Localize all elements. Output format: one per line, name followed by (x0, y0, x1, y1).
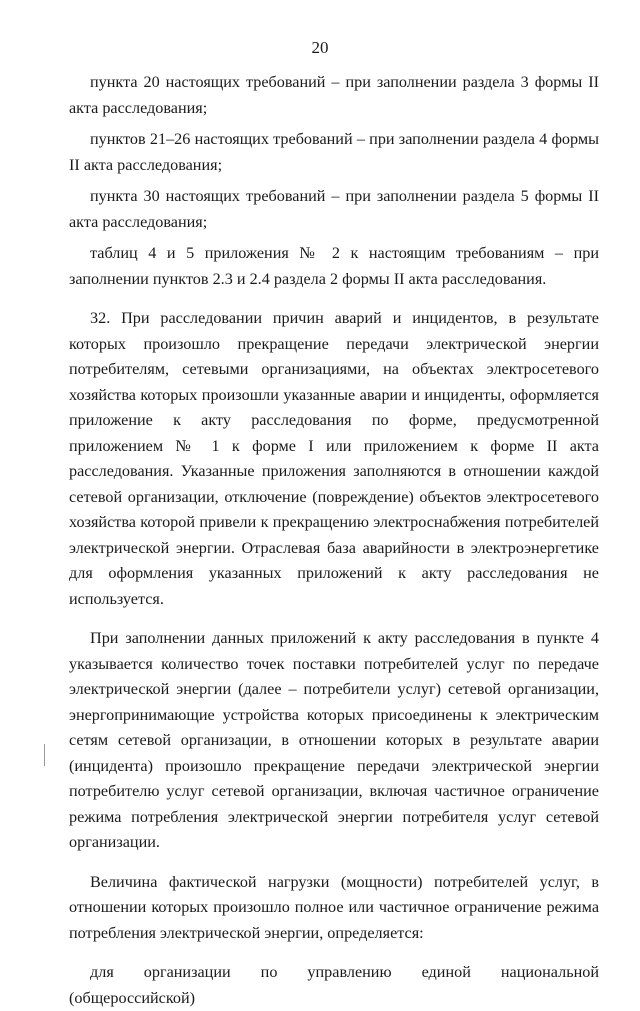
paragraph-unified-grid: для организации по управлению единой национальной (общероссийской) (69, 963, 599, 1007)
list-item-tables: таблиц 4 и 5 приложения № 2 к настоящим требованиям – при заполнении пунктов 2.3 и 2.4 раздела 2 формы II акта расследования. (69, 244, 599, 288)
paragraph-appendix-filling: При заполнении данных приложений к акту расследования в пункте 4 указывается количество точек поставки потребителей услуг по передаче электрической энергии (далее – потребители услуг) сетевой организации, энергопринимающие устройства которых присоединены к электрическим сетям сетевой организации, в отношении которых в результате аварии (инцидента) произошло прекращение передачи электрической энергии потребителю услуг сетевой организации, включая частичное ограничение режима потребления электрической энергии потребителя услуг сетевой организации. (69, 629, 599, 851)
list-item-section-4: пунктов 21–26 настоящих требований – при заполнении раздела 4 формы II акта расследования; (69, 130, 599, 174)
list-item-section-3: пункта 20 настоящих требований – при заполнении раздела 3 формы II акта расследования; (69, 73, 599, 117)
list-item-section-5: пункта 30 настоящих требований – при заполнении раздела 5 формы II акта расследования; (69, 187, 599, 231)
paragraph-load-value: Величина фактической нагрузки (мощности) потребителей услуг, в отношении которых произошло полное или частичное ограничение режима потребления электрической энергии, определяется: (69, 872, 599, 942)
paragraph-32: 32. При расследовании причин аварий и инцидентов, в результате которых произошло прекращение передачи электрической энергии потребителям, сетевыми организациями, на объектах электросетевого хозяйства которых произошли указанные аварии и инциденты, оформляется приложение к акту расследования по форме, предусмотренной приложением № 1 к форме I или приложением к форме II акта расследования. Указанные приложения заполняются в отношении каждой сетевой организации, отключение (повреждение) объектов электросетевого хозяйства которой привели к прекращению электроснабжения потребителей электрической энергии. Отраслевая база аварийности в электроэнергетике для оформления указанных приложений к акту расследования не используется. (69, 309, 599, 608)
margin-mark (44, 744, 45, 766)
page-number: 20 (311, 38, 329, 57)
document-body (69, 70, 599, 1011)
